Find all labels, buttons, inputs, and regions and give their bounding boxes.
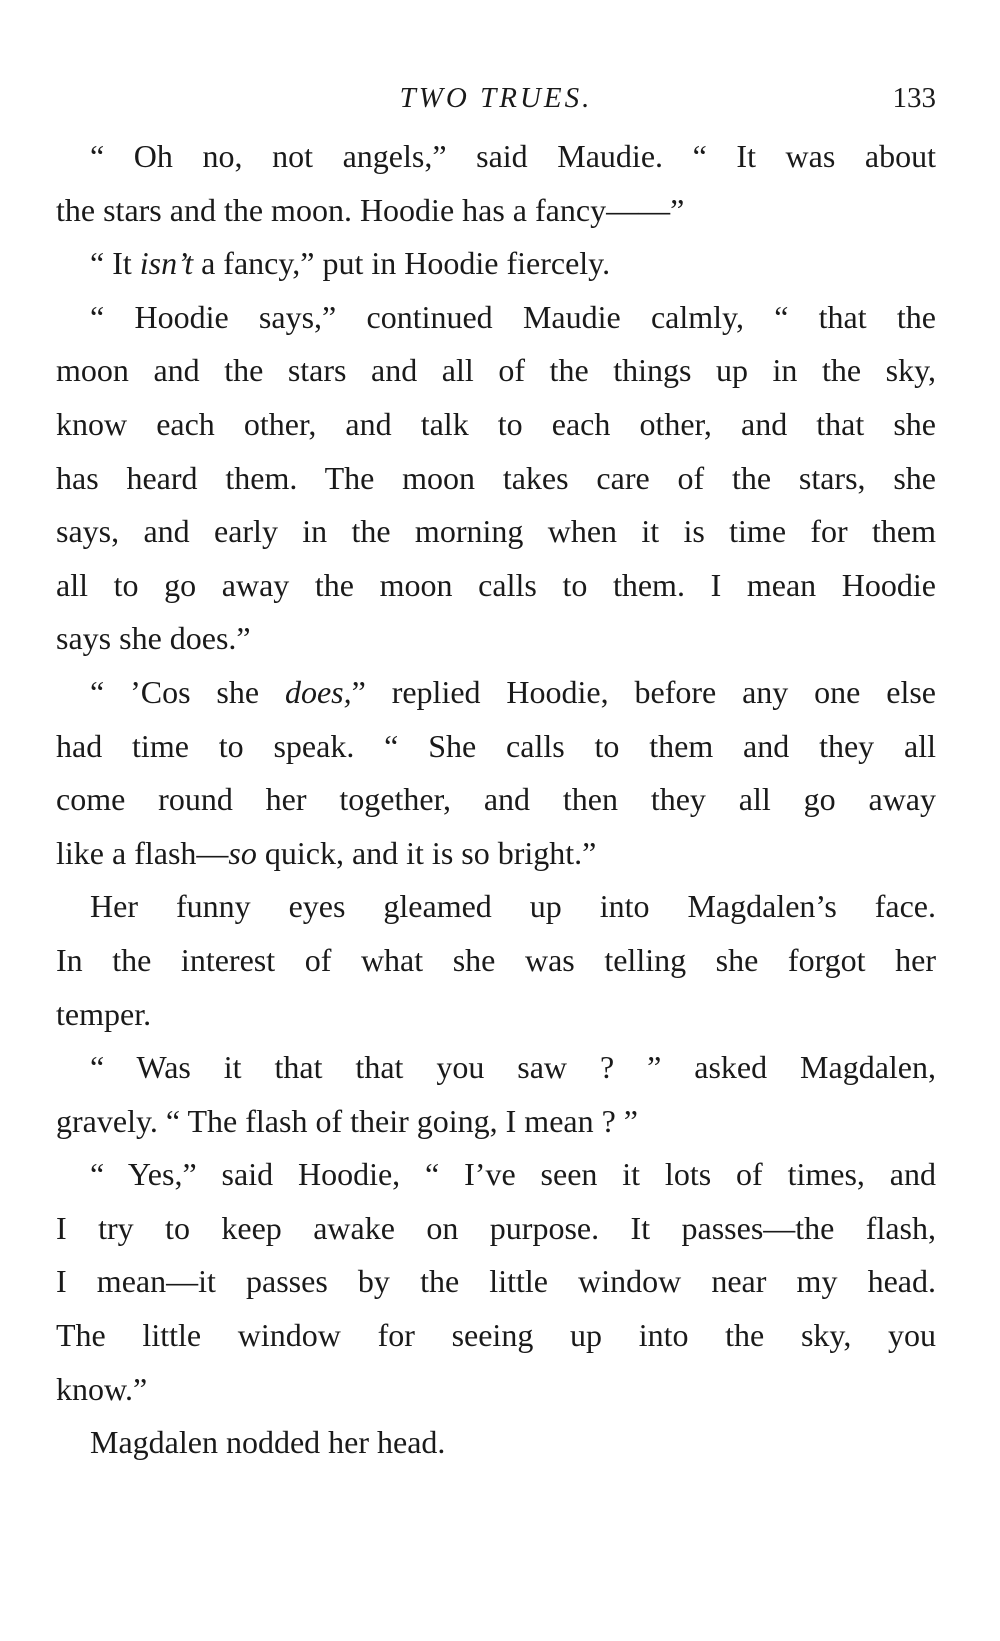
text-segment: a fancy,” put in Hoodie fiercely. [193,245,611,282]
page-number: 133 [892,82,936,114]
text-line: I try to keep awake on purpose. It passes—the flash, [56,1209,936,1246]
text-segment: “ ’Cos she [90,673,285,710]
text-line: “ Oh no, not angels,” said Maudie. “ It was about [90,138,936,174]
text-line: the stars and the moon. Hoodie has a fancy——” [56,191,685,228]
text-line: I mean—it passes by the little window near my head. [56,1263,936,1300]
paragraph [56,130,936,237]
text-line: “ Hoodie says,” continued Maudie calmly, “ that the [90,298,936,335]
text-line: gravely. “ The flash of their going, I mean ? ” [56,1102,638,1139]
text-segment: quick, and it is so bright.” [256,834,597,871]
text-segment: ” replied Hoodie, before any one else [351,673,937,710]
text-line [56,666,936,720]
italic-emphasis: does, [284,673,352,710]
text-segment: like a flash— [56,834,229,871]
paragraph [56,291,936,666]
italic-emphasis: so [228,834,257,871]
paragraph [56,237,936,291]
italic-emphasis: isn’t [139,245,194,282]
page-header [56,78,936,118]
text-line: Her funny eyes gleamed up into Magdalen’s face. [90,888,936,925]
text-line: had time to speak. “ She calls to them and they all [56,727,936,764]
text-segment: “ It [90,245,140,282]
text-line: moon and the stars and all of the things up in the sky, [56,352,936,389]
text-line: know.” [56,1370,148,1407]
text-line [56,237,936,291]
text-line: “ Yes,” said Hoodie, “ I’ve seen it lots of times, and [90,1156,936,1193]
paragraph [56,1148,936,1416]
paragraph [56,666,936,880]
text-line: know each other, and talk to each other, and that she [56,405,936,442]
text-line: The little window for seeing up into the sky, you [56,1317,936,1354]
text-line: all to go away the moon calls to them. I mean Hoodie [56,566,936,603]
text-line: temper. [56,995,152,1032]
text-line: “ Was it that that you saw ? ” asked Magdalen, [90,1049,936,1086]
text-line [56,827,936,881]
text-line: come round her together, and then they all go away [56,781,936,818]
paragraph [56,1041,936,1148]
text-line: In the interest of what she was telling she forgot her [56,941,936,978]
text-line: says she does.” [56,620,251,657]
text-line: says, and early in the morning when it is time for them [56,513,936,550]
paragraph [56,1416,936,1470]
paragraph [56,880,936,1041]
text-line: Magdalen nodded her head. [90,1424,446,1461]
body-text [56,130,936,1470]
running-title: TWO TRUES. [399,82,593,114]
text-line: has heard them. The moon takes care of the stars, she [56,459,936,496]
